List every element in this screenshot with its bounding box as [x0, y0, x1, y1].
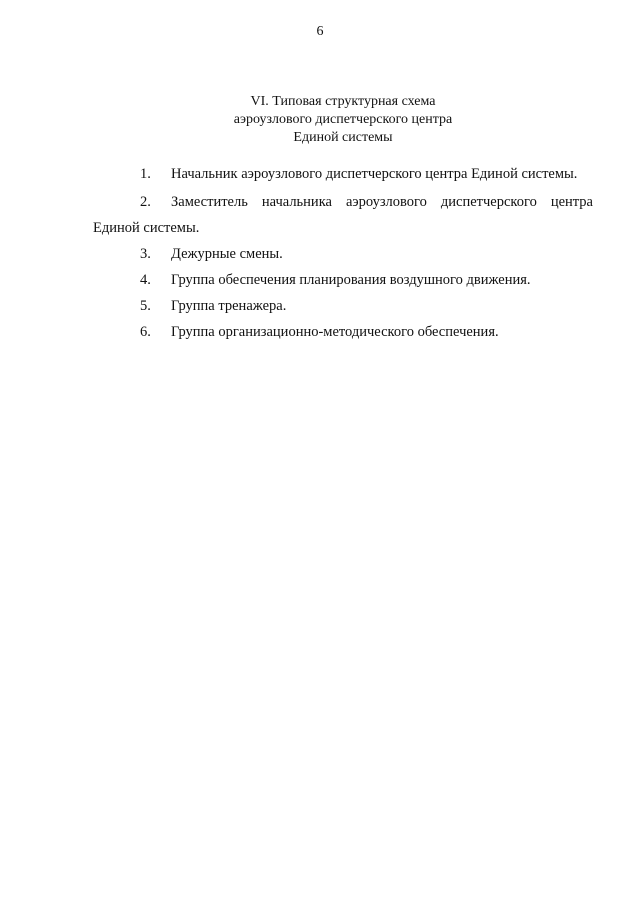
heading-line-1: VI. Типовая структурная схема [250, 94, 436, 109]
page-number: 6 [316, 24, 324, 39]
list-item [93, 161, 593, 187]
list-item [93, 189, 593, 241]
list-item-number: 2. [140, 194, 151, 210]
list-item-number: 1. [140, 166, 151, 182]
list-item [93, 319, 593, 345]
list-item-number: 3. [140, 246, 151, 262]
list-item [93, 267, 593, 293]
list-item-text [93, 189, 593, 241]
heading-line-3: Единой системы [293, 130, 393, 145]
list-item-number: 4. [140, 272, 151, 288]
list-item-text: Группа обеспечения планирования воздушного движения. [171, 272, 531, 288]
list-item-text: Группа организационно-методического обеспечения. [171, 324, 499, 340]
list-item [93, 293, 593, 319]
list-item-text: Группа тренажера. [171, 298, 287, 314]
heading-line-2: аэроузлового диспетчерского центра [233, 112, 453, 127]
list-item-number: 6. [140, 324, 151, 340]
list-item-text: Дежурные смены. [171, 246, 283, 262]
list-item-number: 5. [140, 298, 151, 314]
structure-list [93, 161, 593, 345]
list-item-text-line-2: Единой системы. [93, 220, 200, 236]
section-heading [0, 93, 640, 147]
list-item-text: Начальник аэроузлового диспетчерского центра Единой системы. [171, 166, 578, 182]
list-item-text-line-1: Заместитель начальника аэроузлового диспетчерского центра [171, 194, 593, 210]
list-item [93, 241, 593, 267]
